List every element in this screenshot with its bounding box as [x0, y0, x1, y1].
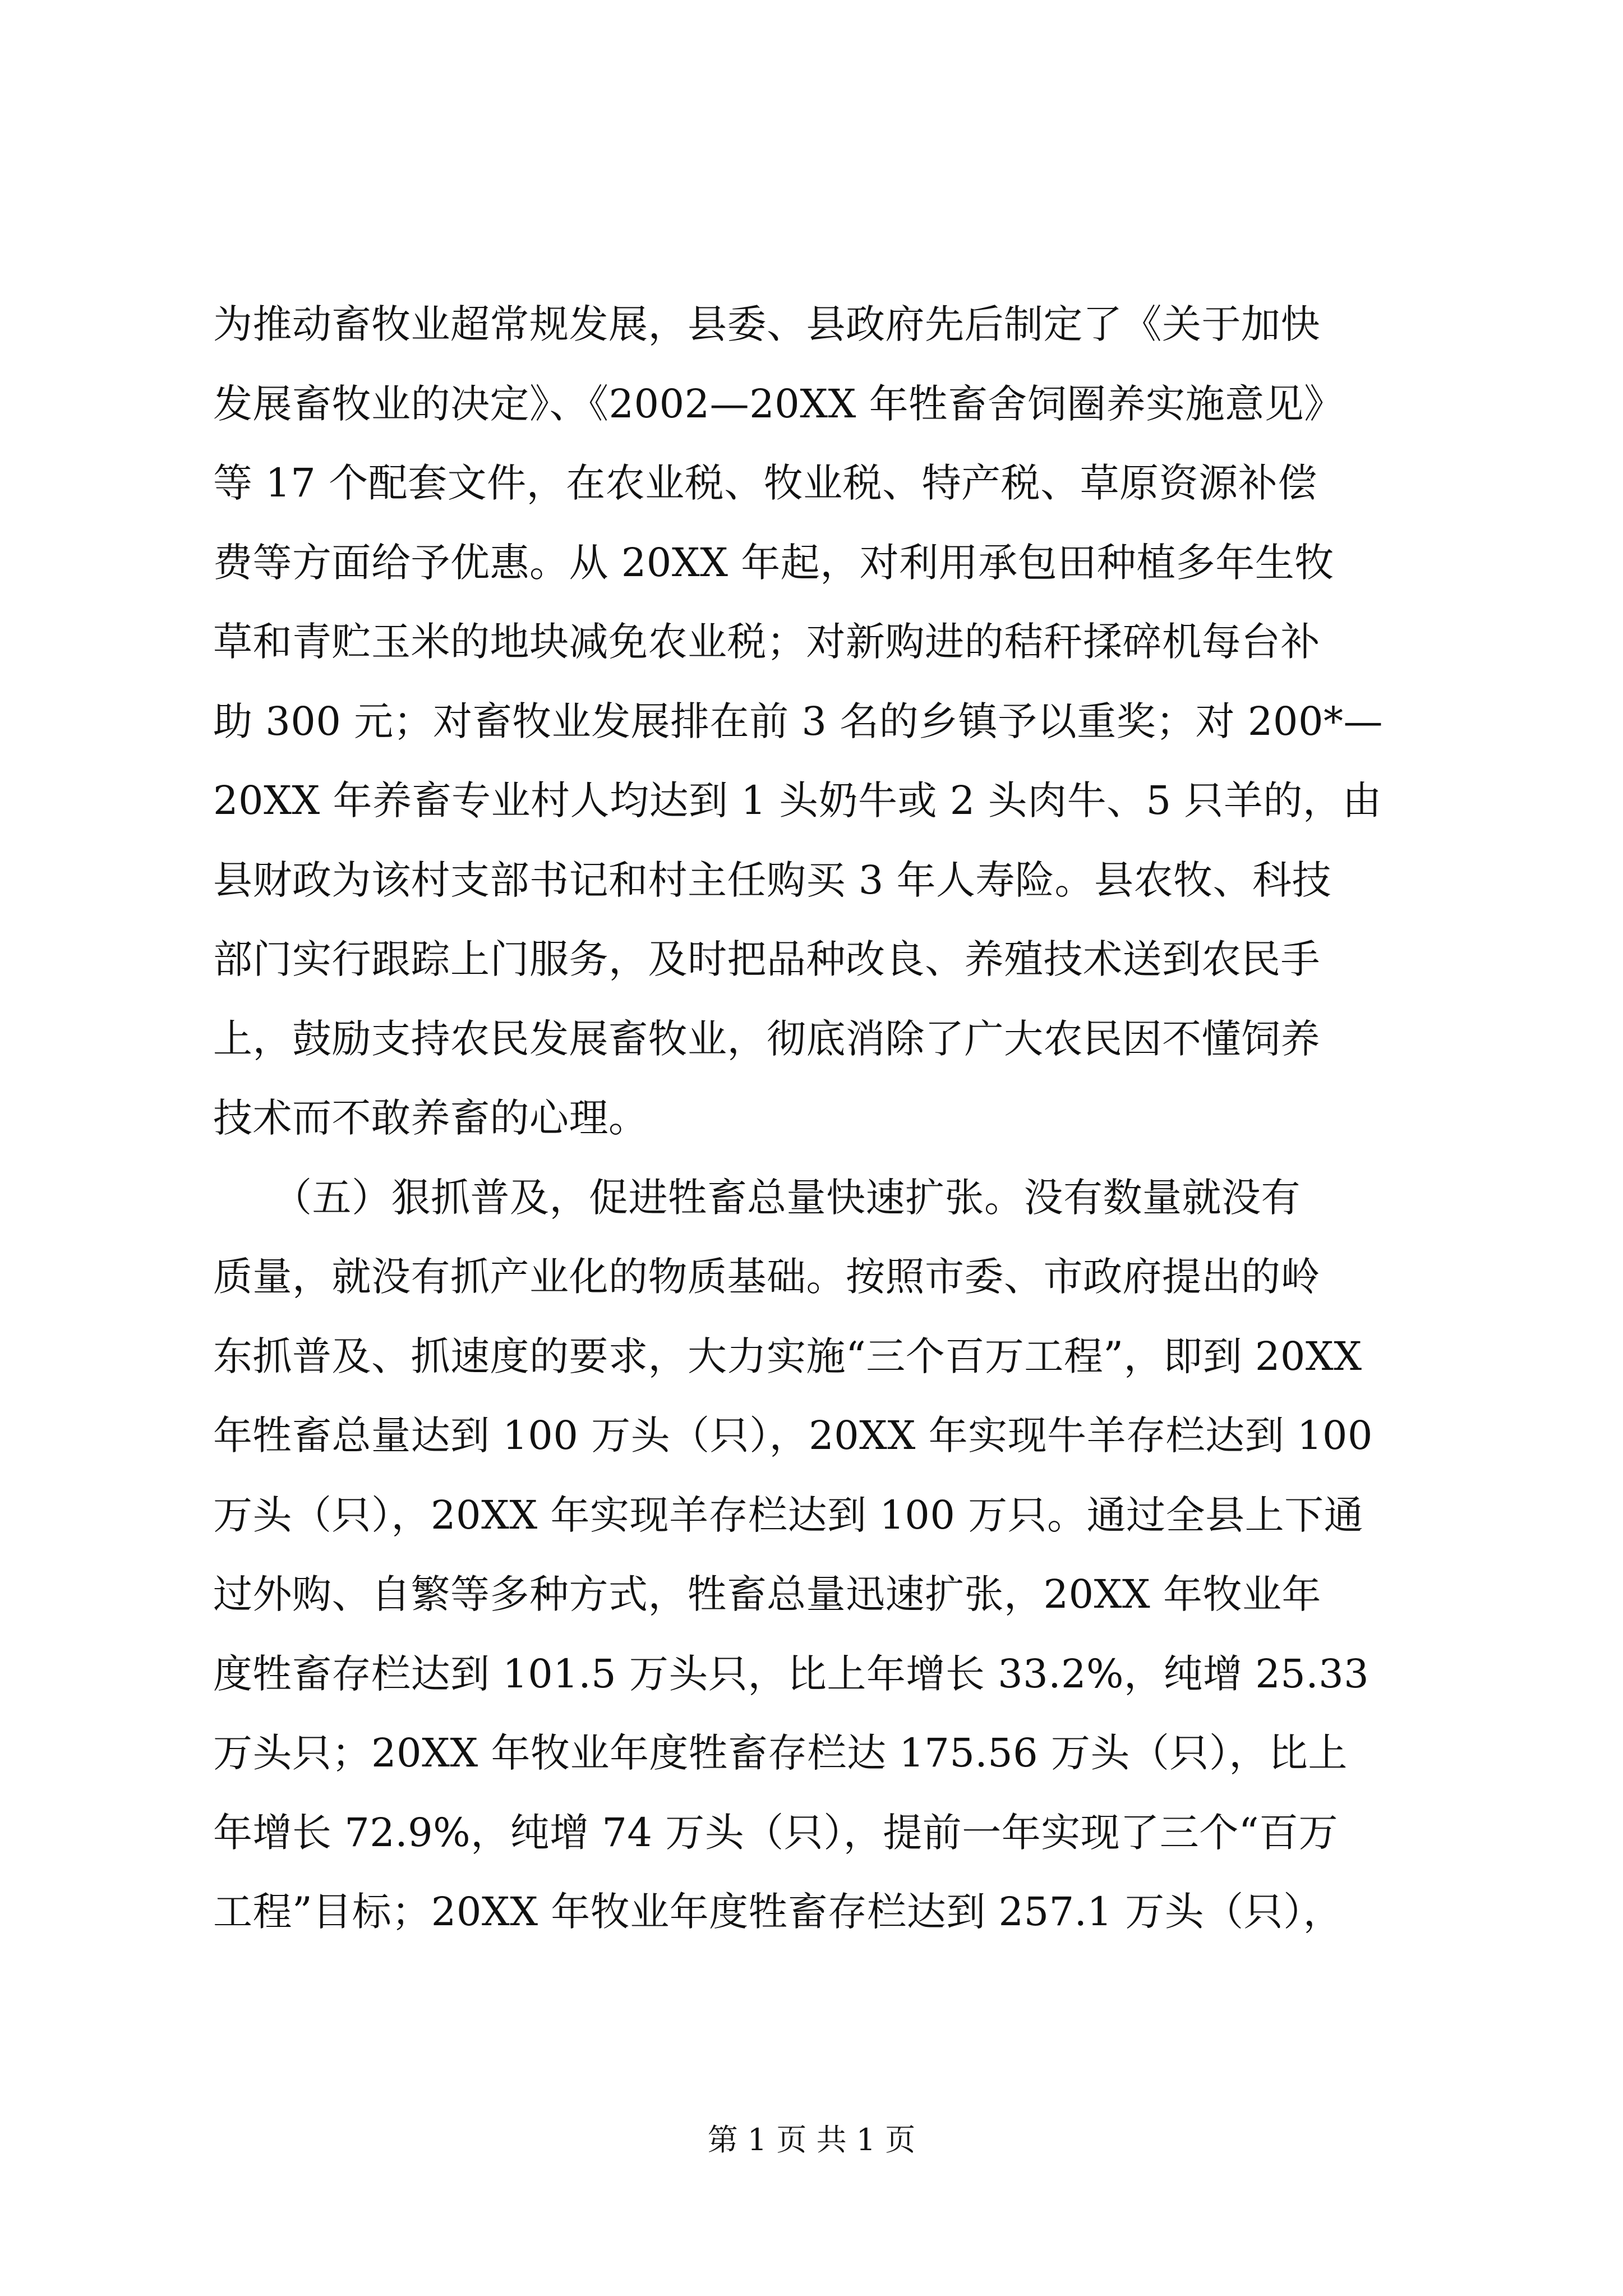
text-line-8: 县财政为该村支部书记和村主任购买 3 年人寿险。县农牧、科技	[213, 857, 1332, 903]
text-line-17: 过外购、自繁等多种方式，牲畜总量迅速扩张，20XX 年牧业年	[213, 1571, 1321, 1617]
page-footer	[0, 2120, 1623, 2160]
text-line-9: 部门实行跟踪上门服务，及时把品种改良、养殖技术送到农民手	[213, 936, 1320, 982]
body-text	[213, 285, 1413, 1952]
text-line-7: 20XX 年养畜专业村人均达到 1 头奶牛或 2 头肉牛、5 只羊的，由	[213, 777, 1382, 823]
text-line-6: 助 300 元；对畜牧业发展排在前 3 名的乡镇予以重奖；对 200*—	[213, 698, 1384, 744]
text-line-12: （五）狠抓普及，促进牲畜总量快速扩张。没有数量就没有	[213, 1174, 1301, 1221]
text-line-10: 上，鼓励支持农民发展畜牧业，彻底消除了广大农民因不懂饲养	[213, 1015, 1320, 1062]
text-line-15: 年牲畜总量达到 100 万头（只），20XX 年实现牛羊存栏达到 100	[213, 1412, 1373, 1458]
text-line-14: 东抓普及、抓速度的要求，大力实施“三个百万工程”，即到 20XX	[213, 1333, 1362, 1379]
text-line-11: 技术而不敢养畜的心理。	[213, 1095, 648, 1141]
text-line-18: 度牲畜存栏达到 101.5 万头只，比上年增长 33.2%，纯增 25.33	[213, 1650, 1370, 1697]
page-number: 第 1 页 共 1 页	[707, 2122, 916, 2157]
text-line-2: 发展畜牧业的决定》、《2002—20XX 年牲畜舍饲圈养实施意见》	[213, 380, 1344, 427]
text-line-4: 费等方面给予优惠。从 20XX 年起，对利用承包田种植多年生牧	[213, 539, 1334, 586]
text-line-20: 年增长 72.9%，纯增 74 万头（只），提前一年实现了三个“百万	[213, 1809, 1338, 1856]
text-line-19: 万头只；20XX 年牧业年度牲畜存栏达 175.56 万头（只），比上	[213, 1730, 1348, 1776]
text-line-21: 工程”目标；20XX 年牧业年度牲畜存栏达到 257.1 万头（只），	[213, 1889, 1343, 1935]
text-line-1: 为推动畜牧业超常规发展，县委、县政府先后制定了《关于加快	[213, 301, 1320, 347]
text-line-13: 质量，就没有抓产业化的物质基础。按照市委、市政府提出的岭	[213, 1254, 1320, 1300]
text-line-5: 草和青贮玉米的地块减免农业税；对新购进的秸秆揉碎机每台补	[213, 619, 1320, 665]
text-line-16: 万头（只），20XX 年实现羊存栏达到 100 万只。通过全县上下通	[213, 1492, 1364, 1538]
text-line-3: 等 17 个配套文件，在农业税、牧业税、特产税、草原资源补偿	[213, 460, 1317, 506]
